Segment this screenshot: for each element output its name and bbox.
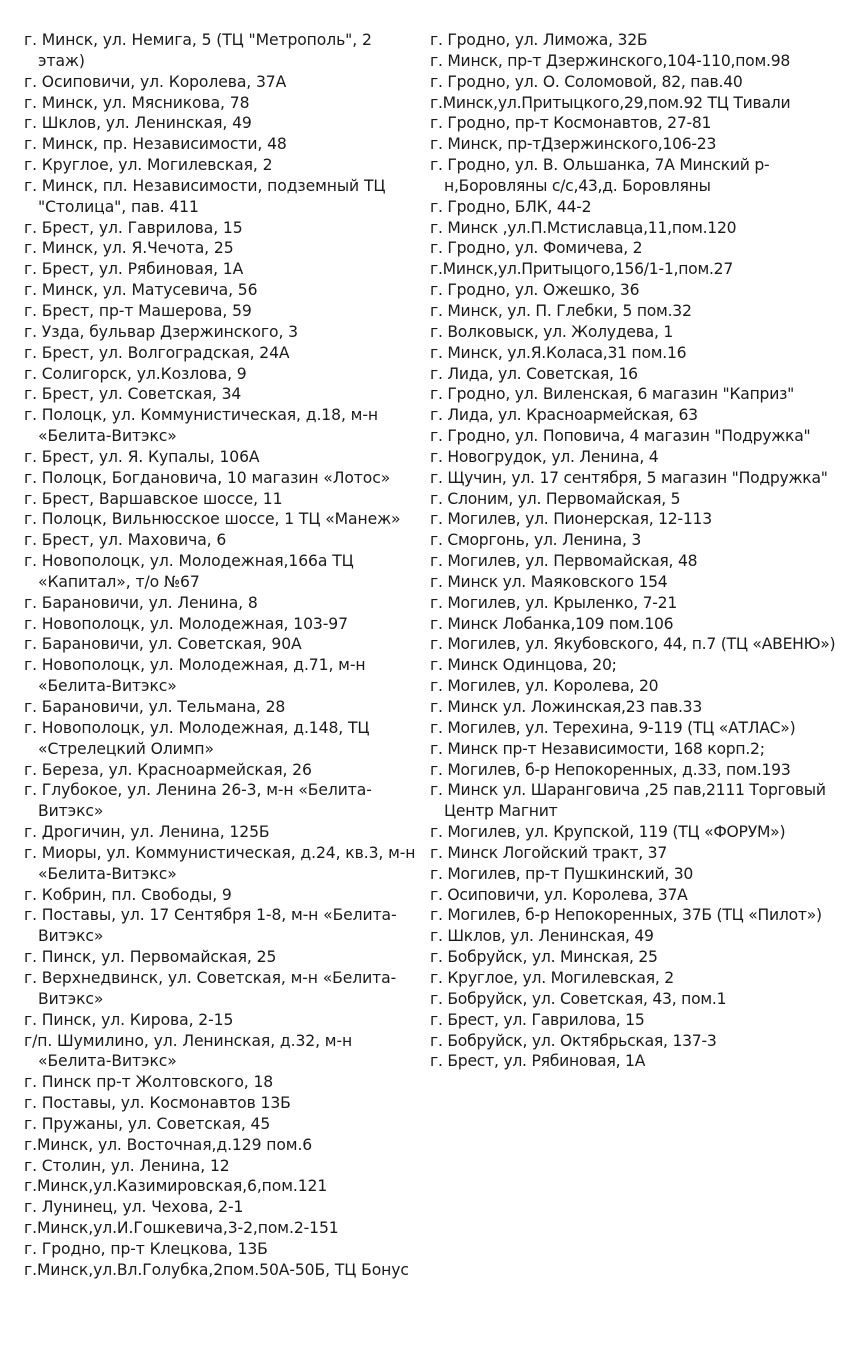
- address-item: г. Пружаны, ул. Советская, 45: [24, 1114, 271, 1133]
- address-item: г. Могилев, ул. Королева, 20: [430, 677, 659, 696]
- address-item: г. Могилев, ул. Пионерская, 12-113: [430, 510, 712, 529]
- address-item: г. Полоцк, Вильнюсское шоссе, 1 ТЦ «Манеж»: [24, 510, 401, 529]
- address-item: г. Узда, бульвар Дзержинского, 3: [24, 322, 299, 341]
- address-item: г. Новополоцк, ул. Молодежная, д.148, ТЦ «Стрелецкий Олимп»: [24, 718, 370, 758]
- address-item: г.Минск,ул.Казимировская,6,пом.121: [24, 1177, 328, 1196]
- address-item: г. Минск Логойский тракт, 37: [430, 843, 667, 862]
- address-item: г. Сморгонь, ул. Ленина, 3: [430, 531, 642, 550]
- address-item: г. Шклов, ул. Ленинская, 49: [430, 927, 654, 946]
- address-item: г. Гродно, ул. В. Ольшанка, 7А Минский р-н,Боровляны с/с,43,д. Боровляны: [430, 156, 770, 195]
- address-item: г. Шклов, ул. Ленинская, 49: [24, 114, 252, 133]
- address-item: г. Минск, ул.Я.Коласа,31 пом.16: [430, 343, 687, 362]
- address-item: г. Дрогичин, ул. Ленина, 125Б: [24, 823, 270, 842]
- address-item: г. Пинск пр-т Жолтовского, 18: [24, 1073, 274, 1092]
- address-item: г. Минск Лобанка,109 пом.106: [430, 614, 674, 633]
- address-item: г. Новогрудок, ул. Ленина, 4: [430, 447, 659, 466]
- address-item: г. Минск ,ул.П.Мстиславца,11,пом.120: [430, 218, 737, 237]
- address-item: г. Брест, ул. Рябиновая, 1А: [24, 260, 244, 279]
- address-item: г. Гродно, БЛК, 44-2: [430, 197, 592, 216]
- address-item: г. Круглое, ул. Могилевская, 2: [24, 156, 273, 175]
- address-item: г. Минск ул. Шаранговича ,25 пав,2111 Торговый Центр Магнит: [430, 781, 826, 821]
- address-item: г. Барановичи, ул. Советская, 90А: [24, 635, 302, 654]
- address-item: г. Поставы, ул. 17 Сентября 1-8, м-н «Белита-Витэкс»: [24, 906, 397, 946]
- address-item: г. Лида, ул. Советская, 16: [430, 364, 638, 383]
- address-item: г. Верхнедвинск, ул. Советская, м-н «Белита-Витэкс»: [24, 968, 397, 1008]
- address-item: г. Новополоцк, ул. Молодежная, 103-97: [24, 614, 348, 633]
- address-item: г. Гродно, ул. Фомичева, 2: [430, 239, 643, 258]
- address-item: г. Солигорск, ул.Козлова, 9: [24, 364, 247, 383]
- address-item: г. Минск, ул. П. Глебки, 5 пом.32: [430, 301, 692, 320]
- address-item: г. Брест, ул. Советская, 34: [24, 385, 242, 404]
- address-item: г. Минск, ул. Немига, 5 (ТЦ "Метрополь", 2 этаж): [24, 31, 372, 70]
- left-address-column: [24, 30, 419, 1281]
- address-item: г. Могилев, б-р Непокоренных, д.33, пом.193: [430, 760, 791, 779]
- address-item: г.Минск,ул.Притыцого,156/1-1,пом.27: [430, 260, 734, 279]
- address-item: г. Брест, Варшавское шоссе, 11: [24, 489, 283, 508]
- address-item: г.Минск,ул.Вл.Голубка,2пом.50А-50Б, ТЦ Бонус: [24, 1260, 409, 1279]
- address-item: г. Круглое, ул. Могилевская, 2: [430, 968, 674, 987]
- address-item: г. Гродно, пр-т Клецкова, 13Б: [24, 1239, 268, 1258]
- address-item: г. Миоры, ул. Коммунистическая, д.24, кв.3, м-н «Белита-Витэкс»: [24, 843, 416, 883]
- address-item: г. Лунинец, ул. Чехова, 2-1: [24, 1198, 244, 1217]
- address-item: г. Брест, ул. Волгоградская, 24А: [24, 343, 290, 362]
- address-item: г. Могилев, ул. Терехина, 9-119 (ТЦ «АТЛАС»): [430, 718, 796, 737]
- address-item: г. Глубокое, ул. Ленина 26-3, м-н «Белита-Витэкс»: [24, 781, 372, 821]
- address-item: г. Новополоцк, ул. Молодежная, д.71, м-н «Белита-Витэкс»: [24, 656, 366, 696]
- address-item: г. Полоцк, ул. Коммунистическая, д.18, м-н «Белита-Витэкс»: [24, 406, 378, 446]
- address-item: г. Кобрин, пл. Свободы, 9: [24, 885, 232, 904]
- address-item: г. Минск пр-т Независимости, 168 корп.2;: [430, 739, 765, 758]
- address-item: г. Брест, ул. Гаврилова, 15: [24, 218, 243, 237]
- address-item: г. Гродно, ул. О. Соломовой, 82, пав.40: [430, 72, 743, 91]
- address-item: г. Минск, пр-т Дзержинского,104-110,пом.98: [430, 51, 791, 70]
- address-item: г. Пинск, ул. Кирова, 2-15: [24, 1010, 234, 1029]
- address-item: г. Минск, пр. Независимости, 48: [24, 135, 287, 154]
- address-item: г. Минск ул. Маяковского 154: [430, 572, 668, 591]
- address-item: г/п. Шумилино, ул. Ленинская, д.32, м-н «Белита-Витэкс»: [24, 1031, 353, 1071]
- address-item: г. Осиповичи, ул. Королева, 37А: [24, 72, 287, 91]
- address-item: г. Брест, ул. Рябиновая, 1А: [430, 1052, 646, 1071]
- address-item: г. Гродно, ул. Ожешко, 36: [430, 281, 640, 300]
- address-item: г. Береза, ул. Красноармейская, 26: [24, 760, 312, 779]
- address-item: г. Пинск, ул. Первомайская, 25: [24, 948, 277, 967]
- address-item: г. Минск, ул. Мясникова, 78: [24, 93, 250, 112]
- address-item: г. Барановичи, ул. Ленина, 8: [24, 593, 258, 612]
- address-item: г. Бобруйск, ул. Советская, 43, пом.1: [430, 989, 727, 1008]
- address-item: г. Барановичи, ул. Тельмана, 28: [24, 698, 286, 716]
- address-item: г. Гродно, ул. Лиможа, 32Б: [430, 31, 648, 49]
- address-item: г. Минск, ул. Матусевича, 56: [24, 281, 258, 300]
- address-item: г. Могилев, ул. Якубовского, 44, п.7 (ТЦ «АВЕНЮ»): [430, 635, 836, 654]
- address-item: г. Слоним, ул. Первомайская, 5: [430, 489, 681, 508]
- address-item: г. Полоцк, Богдановича, 10 магазин «Лотос»: [24, 468, 391, 487]
- address-item: г. Поставы, ул. Космонавтов 13Б: [24, 1094, 291, 1113]
- address-item: г. Брест, пр-т Машерова, 59: [24, 301, 252, 320]
- address-item: г. Минск ул. Ложинская,23 пав.33: [430, 698, 703, 716]
- address-item: г.Минск,ул.И.Гошкевича,3-2,пом.2-151: [24, 1219, 339, 1238]
- address-item: г. Минск, пл. Независимости, подземный ТЦ "Столица", пав. 411: [24, 176, 386, 216]
- address-item: г. Минск, ул. Я.Чечота, 25: [24, 239, 234, 258]
- address-item: г. Могилев, ул. Крыленко, 7-21: [430, 593, 678, 612]
- address-item: г. Гродно, ул. Виленская, 6 магазин "Каприз": [430, 385, 795, 404]
- address-item: г. Лида, ул. Красноармейская, 63: [430, 406, 698, 425]
- address-item: г. Могилев, ул. Крупской, 119 (ТЦ «ФОРУМ»): [430, 823, 786, 842]
- address-item: г. Бобруйск, ул. Минская, 25: [430, 948, 658, 967]
- address-item: г. Гродно, ул. Поповича, 4 магазин "Подружка": [430, 427, 811, 446]
- address-item: г. Осиповичи, ул. Королева, 37А: [430, 885, 688, 904]
- address-item: г. Столин, ул. Ленина, 12: [24, 1156, 230, 1175]
- address-item: г. Новополоцк, ул. Молодежная,166а ТЦ «Капитал», т/о №67: [24, 552, 354, 591]
- address-item: г. Брест, ул. Гаврилова, 15: [430, 1010, 645, 1029]
- address-item: г. Бобруйск, ул. Октябрьская, 137-3: [430, 1031, 717, 1050]
- address-item: г. Могилев, ул. Первомайская, 48: [430, 552, 698, 571]
- address-item: г. Могилев, пр-т Пушкинский, 30: [430, 864, 694, 883]
- right-address-column: [430, 30, 860, 1072]
- address-item: г. Могилев, б-р Непокоренных, 37Б (ТЦ «Пилот»): [430, 906, 822, 925]
- address-item: г. Брест, ул. Маховича, 6: [24, 531, 227, 550]
- address-item: г. Гродно, пр-т Космонавтов, 27-81: [430, 114, 712, 133]
- address-item: г.Минск, ул. Восточная,д.129 пом.6: [24, 1135, 313, 1154]
- address-item: г. Минск, пр-тДзержинского,106-23: [430, 135, 717, 154]
- address-item: г. Волковыск, ул. Жолудева, 1: [430, 322, 674, 341]
- address-item: г. Минск Одинцова, 20;: [430, 656, 617, 675]
- address-item: г.Минск,ул.Притыцкого,29,пом.92 ТЦ Тивали: [430, 93, 791, 112]
- address-item: г. Щучин, ул. 17 сентября, 5 магазин "Подружка": [430, 468, 828, 487]
- address-item: г. Брест, ул. Я. Купалы, 106А: [24, 447, 260, 466]
